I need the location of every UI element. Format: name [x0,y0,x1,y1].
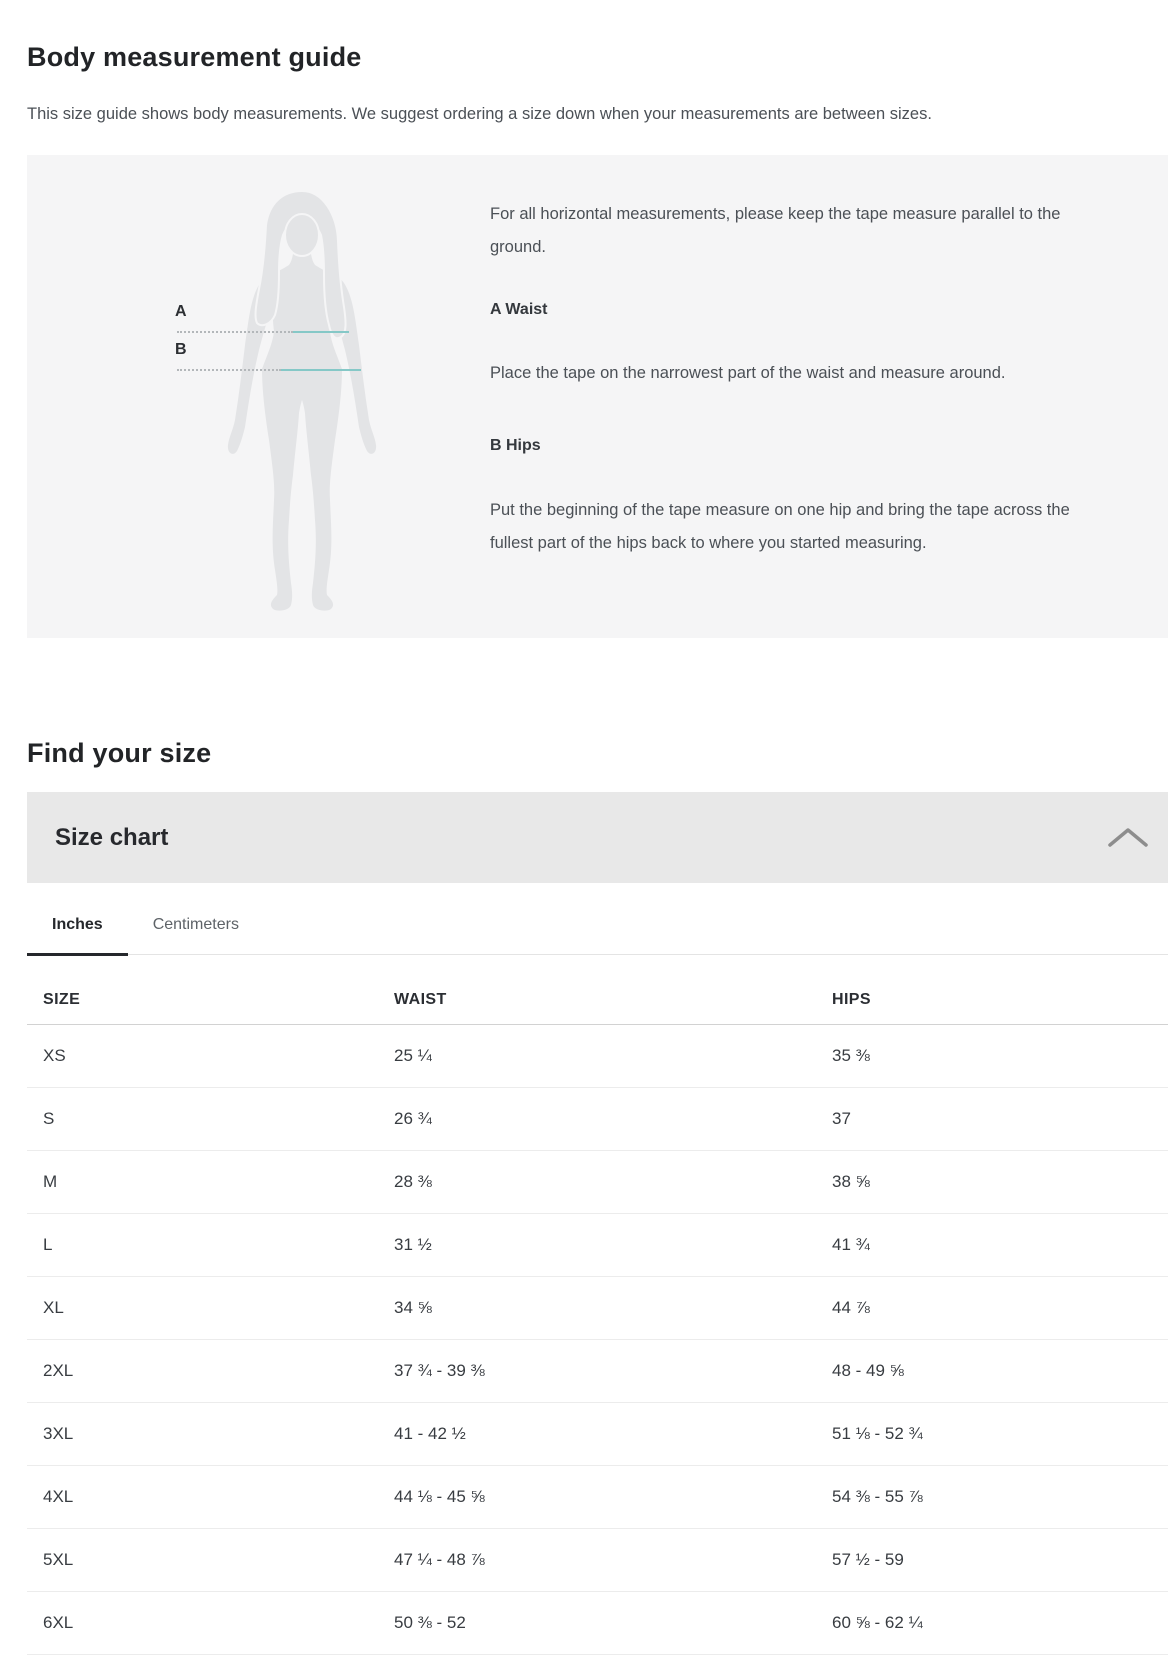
size-value: 4XL [43,1487,74,1506]
hips-description: Put the beginning of the tape measure on one hip and bring the tape across the fullest part of the hips back to where you started measuring. [490,500,1070,552]
table-row-6xl [27,1592,1168,1655]
tab-inches[interactable]: Inches [27,903,128,956]
marker-b-label: B [175,341,187,358]
column-header-size: SIZE [43,991,81,1008]
waist-value: 47 ¼ - 48 ⅞ [394,1550,485,1569]
female-figure-illustration [177,185,427,617]
measurement-panel [27,155,1168,638]
find-your-size-heading: Find your size [27,738,212,769]
size-table [27,976,1168,1655]
size-value: 2XL [43,1361,74,1380]
hips-value: 41 ¾ [832,1235,870,1254]
hips-value: 37 [832,1109,851,1128]
waist-description: Place the tape on the narrowest part of the waist and measure around. [490,363,1006,382]
table-row-2xl [27,1340,1168,1403]
hips-value: 60 ⅝ - 62 ¼ [832,1613,923,1632]
table-row-3xl [27,1403,1168,1466]
size-chart-collapse-header[interactable] [27,792,1168,883]
size-chart-title: Size chart [55,823,169,851]
marker-b-hips-line [281,369,361,371]
marker-b-guide-line [177,369,281,371]
unit-tabs [27,903,1168,955]
waist-value: 44 ⅛ - 45 ⅝ [394,1487,485,1506]
table-row-xl [27,1277,1168,1340]
size-value: M [43,1172,58,1191]
size-value: XS [43,1046,66,1065]
waist-value: 25 ¼ [394,1046,432,1065]
hips-value: 38 ⅝ [832,1172,870,1191]
waist-value: 34 ⅝ [394,1298,432,1317]
measuring-note: For all horizontal measurements, please keep the tape measure parallel to the ground. [490,204,1061,256]
waist-heading: A Waist [490,301,548,318]
chevron-up-icon[interactable] [1106,826,1150,848]
column-header-hips: HIPS [832,991,871,1008]
waist-value: 41 - 42 ½ [394,1424,466,1443]
marker-a-waist-line [293,331,349,333]
size-value: 3XL [43,1424,74,1443]
waist-value: 26 ¾ [394,1109,432,1128]
size-value: L [43,1235,53,1254]
table-row-s [27,1088,1168,1151]
waist-value: 50 ⅜ - 52 [394,1613,466,1632]
marker-a-label: A [175,303,187,320]
table-row-m [27,1151,1168,1214]
table-row-4xl [27,1466,1168,1529]
hips-value: 57 ½ - 59 [832,1550,904,1569]
size-value: 5XL [43,1550,74,1569]
waist-value: 28 ⅜ [394,1172,432,1191]
table-row-l [27,1214,1168,1277]
hips-value: 35 ⅜ [832,1046,870,1065]
size-table-header-row [27,976,1168,1025]
hips-value: 51 ⅛ - 52 ¾ [832,1424,923,1443]
female-body-silhouette-graphic [177,185,427,617]
waist-value: 31 ½ [394,1235,432,1254]
size-value: 6XL [43,1613,74,1632]
table-row-xs [27,1025,1168,1088]
table-row-5xl [27,1529,1168,1592]
column-header-waist: WAIST [394,991,447,1008]
hips-heading: B Hips [490,437,541,454]
size-value: XL [43,1298,64,1317]
size-value: S [43,1109,55,1128]
hips-value: 44 ⅞ [832,1298,870,1317]
intro-text: This size guide shows body measurements. We suggest ordering a size down when your measurements are between sizes. [27,104,932,123]
hips-value: 54 ⅜ - 55 ⅞ [832,1487,923,1506]
marker-a-guide-line [177,331,293,333]
tab-centimeters[interactable]: Centimeters [152,916,239,933]
page-title: Body measurement guide [27,42,362,73]
hips-value: 48 - 49 ⅝ [832,1361,904,1380]
waist-value: 37 ¾ - 39 ⅜ [394,1361,485,1380]
